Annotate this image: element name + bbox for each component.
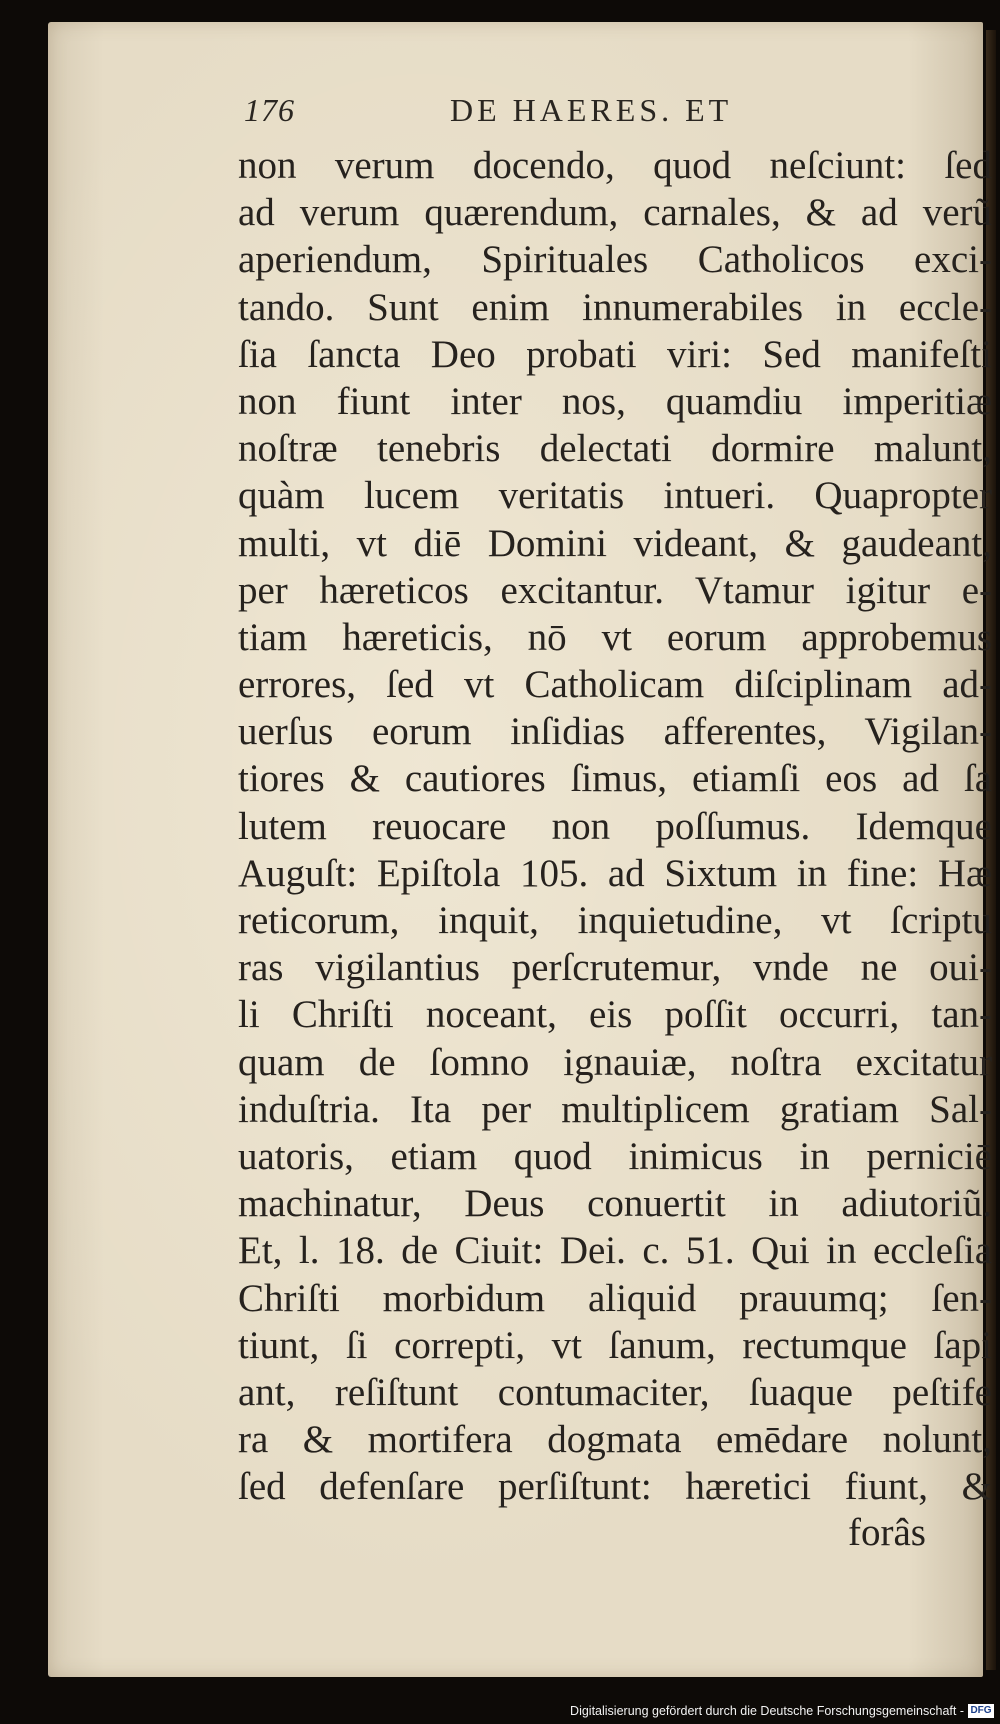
digitization-credit: Digitalisierung gefördert durch die Deutsche Forschungsgemeinschaft -: [570, 1704, 964, 1718]
text-line: multi, vt diē Domini videant, & gaudeant,: [238, 521, 992, 565]
text-line: ad verum quærendum, carnales, & ad verũ: [238, 191, 992, 235]
text-line: tiunt, ſi correpti, vt ſanum, rectumque ſapi: [238, 1323, 992, 1367]
catchword: forâs: [848, 1511, 926, 1554]
text-line: lutem reuocare non poſſumus. Idemque: [238, 804, 992, 848]
text-line: tiam hæreticis, nō vt eorum approbemus: [238, 615, 992, 659]
text-line: ant, reſiſtunt contumaciter, ſuaque peſtife: [238, 1370, 992, 1414]
text-line: quàm lucem veritatis intueri. Quapropter: [238, 474, 992, 518]
text-line: noſtræ tenebris delectati dormire malunt,: [238, 427, 992, 471]
text-line: uerſus eorum inſidias afferentes, Vigilan-: [238, 710, 992, 754]
text-line: tiores & cautiores ſimus, etiamſi eos ad ſa: [238, 757, 992, 801]
text-line: induſtria. Ita per multiplicem gratiam Sal-: [238, 1087, 992, 1131]
text-line: Auguſt: Epiſtola 105. ad Sixtum in fine: Hæ: [238, 851, 992, 895]
text-line: uatoris, etiam quod inimicus in perniciē: [238, 1134, 992, 1178]
running-title: DE HAERES. ET: [450, 92, 733, 128]
text-line: per hæreticos excitantur. Vtamur igitur e-: [238, 568, 992, 612]
text-line: li Chriſti noceant, eis poſſit occurri, tan-: [238, 993, 992, 1037]
text-line: non verum docendo, quod neſciunt: ſed: [238, 144, 992, 187]
text-line: quam de ſomno ignauiæ, noſtra excitatur: [238, 1040, 992, 1084]
text-line: tando. Sunt enim innumerabiles in eccle-: [238, 285, 992, 329]
dfg-logo: DFG: [968, 1704, 994, 1718]
text-line: ra & mortifera dogmata emēdare nolunt,: [238, 1418, 992, 1462]
text-line: ſia ſancta Deo probati viri: Sed manifeſti: [238, 332, 992, 376]
text-line: aperiendum, Spirituales Catholicos exci-: [238, 238, 992, 282]
text-line: non fiunt inter nos, quamdiu imperitiæ: [238, 379, 992, 423]
text-line: reticorum, inquit, inquietudine, vt ſcriptu: [238, 899, 992, 942]
text-line: Et, l. 18. de Ciuit: Dei. c. 51. Qui in eccleſia: [238, 1229, 992, 1273]
page-number: 176: [244, 92, 295, 128]
text-line: errores, ſed vt Catholicam diſciplinam ad-: [238, 663, 992, 707]
text-line: ſed defenſare perſiſtunt: hæretici fiunt, &: [238, 1465, 992, 1509]
running-head: [244, 92, 764, 132]
text-line: machinatur, Deus conuertit in adiutoriũ.: [238, 1182, 992, 1226]
text-line: ras vigilantius perſcrutemur, vnde ne oui-: [238, 946, 992, 990]
text-line: Chriſti morbidum aliquid prauumq; ſen-: [238, 1276, 992, 1320]
body-text: [238, 142, 992, 1510]
